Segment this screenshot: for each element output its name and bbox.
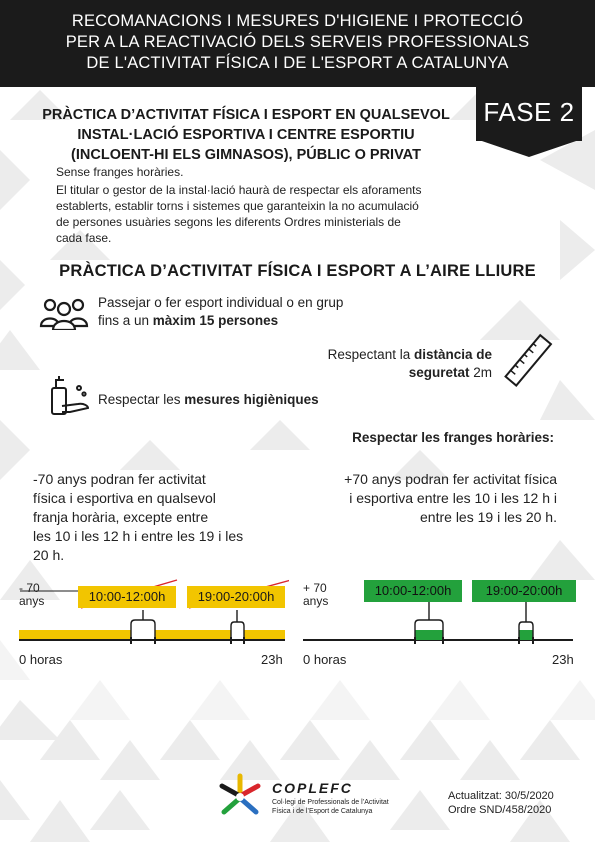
header-line-1: RECOMANACIONS I MESURES D'HIGIENE I PROTECCIÓ bbox=[71, 12, 524, 30]
section1-para1: Sense franges horàries. bbox=[56, 165, 184, 179]
group-people-icon bbox=[39, 296, 89, 330]
under70-text: -70 anys podran fer activitat física i esportiva en qualsevol franja horària, excepte entre les 10 i les 12 h i entre les 19 i les 20 h. bbox=[33, 471, 244, 563]
ruler-icon bbox=[504, 333, 554, 389]
distance-text: Respectant la distància de seguretat 2m bbox=[327, 347, 492, 380]
section1-para2: El titular o gestor de la instal·lació haurà de respectar els aforaments establerts, establir torns i sistemes que garanteixin la no acumulació de persones usuàries segons les diferents Ordres ministerials de cada fase. bbox=[56, 183, 422, 245]
logo-name: COPLEFC bbox=[272, 780, 353, 796]
group-text: Passejar o fer esport individual o en grup fins a un màxim 15 persones bbox=[98, 295, 344, 328]
hygiene-text: Respectar les mesures higièniques bbox=[98, 392, 319, 407]
over70-text: +70 anys podran fer activitat física i esportiva entre les 10 i les 12 h i entre les 19 i les 20 h. bbox=[344, 471, 557, 525]
over70-slot1-box: 10:00-12:00h bbox=[364, 580, 462, 602]
over70-age-label: + 70 anys bbox=[303, 581, 329, 608]
under70-slot1-box: 10:00-12:00h bbox=[78, 586, 176, 608]
under70-slot2-box: 19:00-20:00h bbox=[187, 586, 285, 608]
phase-label: FASE 2 bbox=[483, 97, 575, 127]
over70-slot2-box: 19:00-20:00h bbox=[472, 580, 576, 602]
section2-title: PRÀCTICA D’ACTIVITAT FÍSICA I ESPORT A L’AIRE LLIURE bbox=[59, 262, 536, 280]
over70-end-label: 23h bbox=[552, 652, 574, 667]
over70-start-label: 0 horas bbox=[303, 652, 347, 667]
under70-age-label: - 70 anys bbox=[19, 581, 45, 608]
under70-start-label: 0 horas bbox=[19, 652, 63, 667]
schedule-heading: Respectar les franges horàries: bbox=[352, 430, 554, 445]
header-line-2: PER A LA REACTIVACIÓ DELS SERVEIS PROFESSIONALS bbox=[65, 33, 530, 51]
footer-update-info: Actualitzat: 30/5/2020 Ordre SND/458/2020 bbox=[448, 790, 554, 816]
header-banner bbox=[0, 0, 595, 87]
logo-subtitle: Col·legi de Professionals de l’Activitat Física i de l’Esport de Catalunya bbox=[272, 799, 389, 815]
hand-sanitizer-icon bbox=[48, 374, 92, 418]
coplefc-logo-icon bbox=[214, 772, 266, 820]
phase-badge bbox=[476, 87, 582, 157]
section1-title: PRÀCTICA D’ACTIVITAT FÍSICA I ESPORT EN QUALSEVOL INSTAL·LACIÓ ESPORTIVA I CENTRE ESPORTIU (INCLOENT-HI ELS GIMNASOS), PÚBLIC O PRIVAT bbox=[42, 107, 450, 163]
header-line-3: DE L'ACTIVITAT FÍSICA I DE L'ESPORT A CATALUNYA bbox=[86, 54, 509, 72]
under70-end-label: 23h bbox=[261, 652, 283, 667]
